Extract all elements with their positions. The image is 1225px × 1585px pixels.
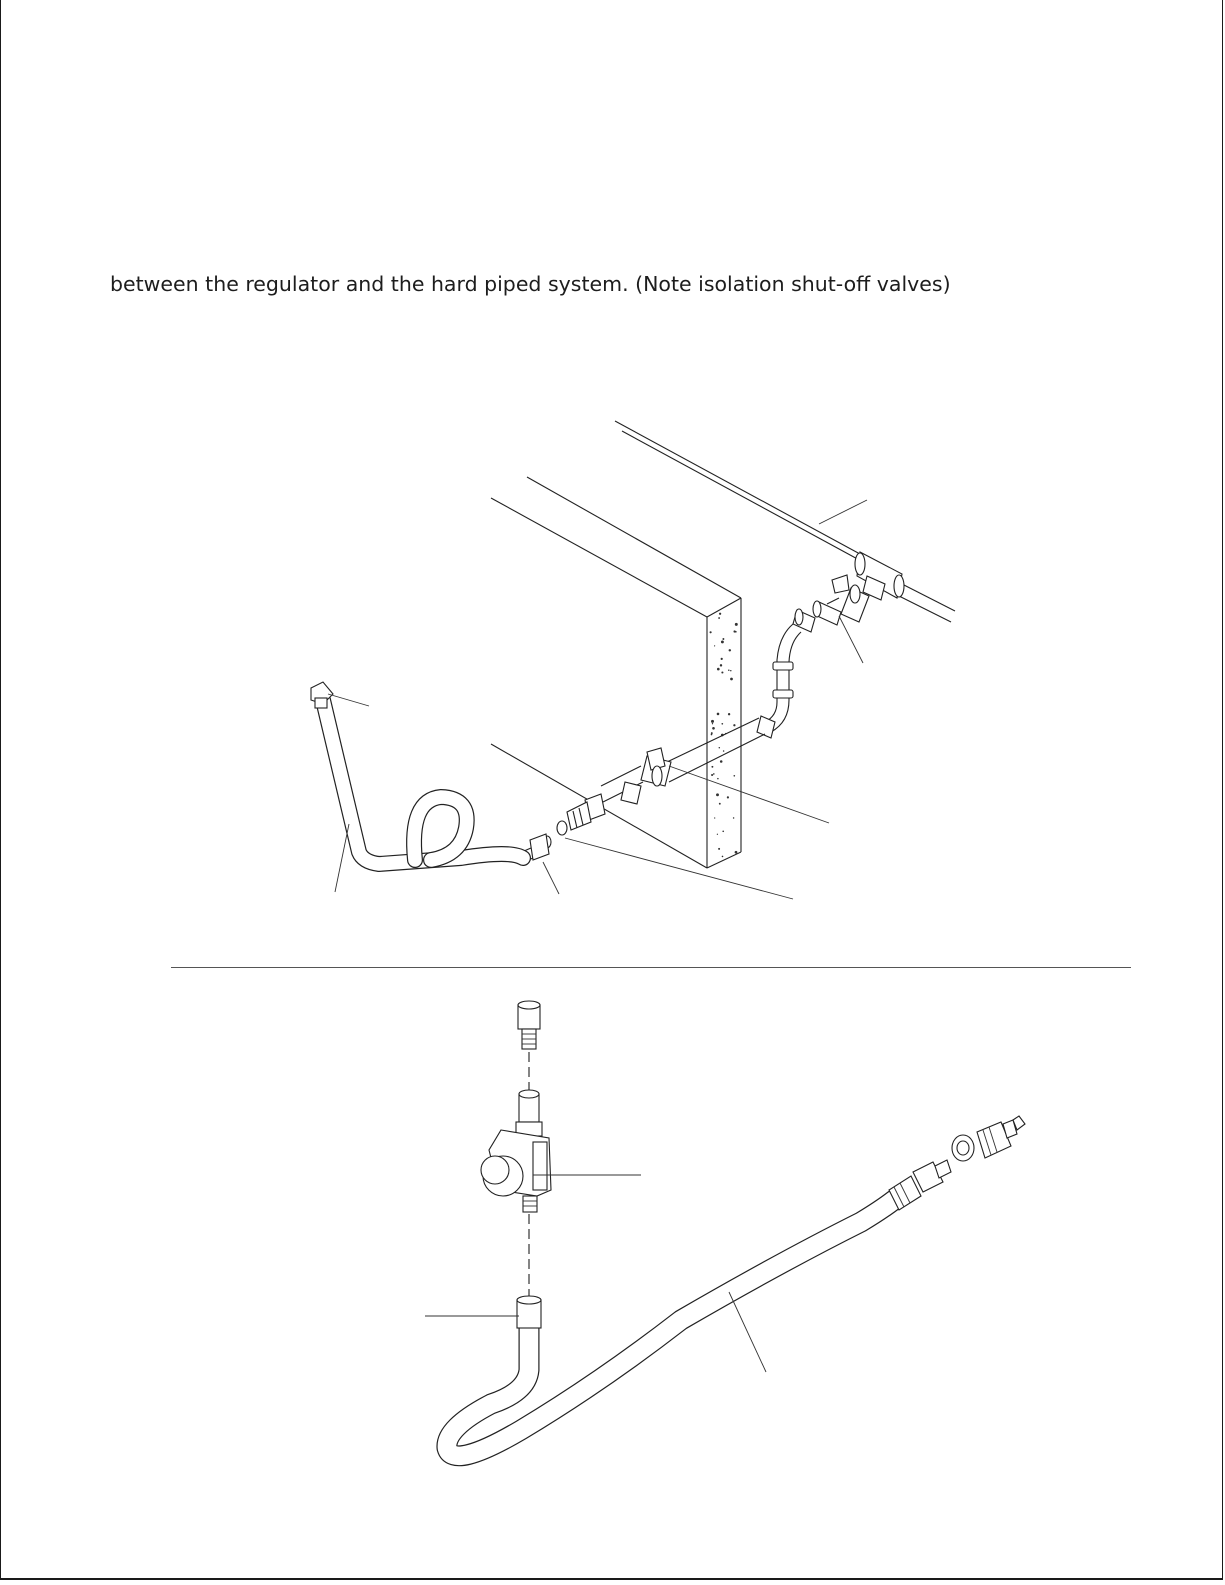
long-gas-hose <box>447 1200 894 1456</box>
regulator-assembly-diagram-bottom <box>1 0 1223 1580</box>
gas-regulator <box>481 1090 551 1212</box>
top-adapter-fitting <box>518 1001 540 1049</box>
instruction-caption: between the regulator and the hard piped system. (Note isolation shut-off valves) <box>110 272 951 296</box>
hose-end-fitting <box>889 1160 951 1210</box>
quick-disconnect-coupling <box>952 1116 1025 1161</box>
callout-leader-lines-bottom <box>425 1175 766 1372</box>
